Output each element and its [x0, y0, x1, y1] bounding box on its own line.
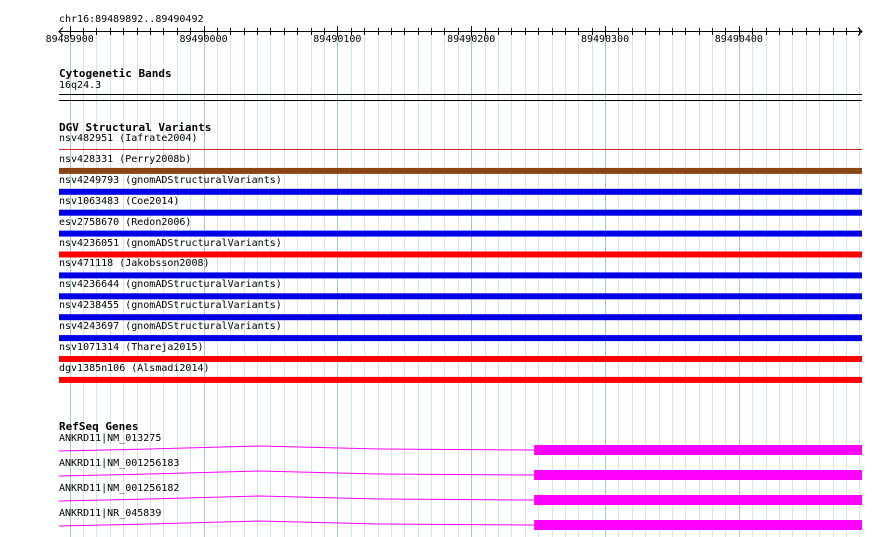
dgv-variant-label[interactable]: nsv1063483 (Coe2014) [59, 195, 180, 207]
refseq-gene-label[interactable]: ANKRD11|NM_013275 [59, 433, 162, 444]
dgv-variant-label[interactable]: nsv428331 (Perry2008b) [59, 153, 192, 165]
refseq-features [59, 445, 862, 530]
refseq-gene-label[interactable]: ANKRD11|NR_045839 [59, 508, 162, 519]
dgv-variant-label[interactable]: nsv4243697 (gnomADStructuralVariants) [59, 321, 282, 333]
dgv-variant-label[interactable]: nsv4236051 (gnomADStructuralVariants) [59, 237, 282, 249]
dgv-variant-bar[interactable] [59, 293, 862, 299]
refseq-gene-label[interactable]: ANKRD11|NM_001256183 [59, 458, 180, 469]
refseq-intron-line[interactable] [59, 496, 534, 501]
dgv-variant-bar[interactable] [59, 149, 862, 150]
dgv-variant-bar[interactable] [59, 252, 862, 258]
dgv-variant-bar[interactable] [59, 210, 862, 216]
refseq-exon-block[interactable] [534, 495, 862, 505]
ruler-tick-label: 89490200 [447, 34, 496, 45]
refseq-intron-line[interactable] [59, 471, 534, 476]
ruler-tick-label: 89490000 [179, 34, 228, 45]
dgv-variant-bar[interactable] [59, 335, 862, 341]
ruler-tick-label: 89489900 [45, 34, 94, 45]
cytoband-band-line [59, 94, 862, 95]
refseq-exon-block[interactable] [534, 520, 862, 530]
dgv-variant-label[interactable]: nsv4236644 (gnomADStructuralVariants) [59, 279, 282, 291]
track-separator [59, 100, 862, 101]
ruler-tick-label: 89490100 [313, 34, 362, 45]
dgv-variant-bar[interactable] [59, 314, 862, 320]
ruler-tick-label: 89490300 [580, 34, 630, 45]
ruler-tick-label: 89490400 [714, 34, 763, 45]
refseq-intron-line[interactable] [59, 521, 534, 526]
dgv-variant-label[interactable]: nsv482951 (Iafrate2004) [59, 133, 198, 144]
dgv-track-title: DGV Structural Variants [59, 121, 212, 134]
cytoband-track-title: Cytogenetic Bands [59, 67, 172, 80]
dgv-variant-label[interactable]: nsv471118 (Jakobsson2008) [59, 258, 210, 270]
dgv-variant-bar[interactable] [59, 377, 862, 383]
dgv-variant-bar[interactable] [59, 189, 862, 195]
cytoband-label: 16q24.3 [59, 80, 102, 91]
region-label: chr16:89489892..89490492 [59, 14, 204, 25]
dgv-variant-bar[interactable] [59, 168, 862, 174]
refseq-intron-line[interactable] [59, 446, 534, 451]
dgv-variant-label[interactable]: nsv4238455 (gnomADStructuralVariants) [59, 300, 282, 312]
refseq-exon-block[interactable] [534, 470, 862, 480]
dgv-variant-label[interactable]: nsv4249793 (gnomADStructuralVariants) [59, 174, 282, 186]
refseq-exon-block[interactable] [534, 445, 862, 455]
dgv-variant-label[interactable]: esv2758670 (Redon2006) [59, 216, 192, 228]
refseq-gene-label[interactable]: ANKRD11|NM_001256182 [59, 483, 180, 494]
refseq-track-title: RefSeq Genes [59, 420, 139, 433]
dgv-variant-label[interactable]: nsv1071314 (Thareja2015) [59, 342, 204, 353]
dgv-variant-bar[interactable] [59, 356, 862, 362]
dgv-variant-bar[interactable] [59, 231, 862, 237]
dgv-variant-bar[interactable] [59, 272, 862, 278]
dgv-variant-label[interactable]: dgv1385n106 (Alsmadi2014) [59, 362, 210, 374]
